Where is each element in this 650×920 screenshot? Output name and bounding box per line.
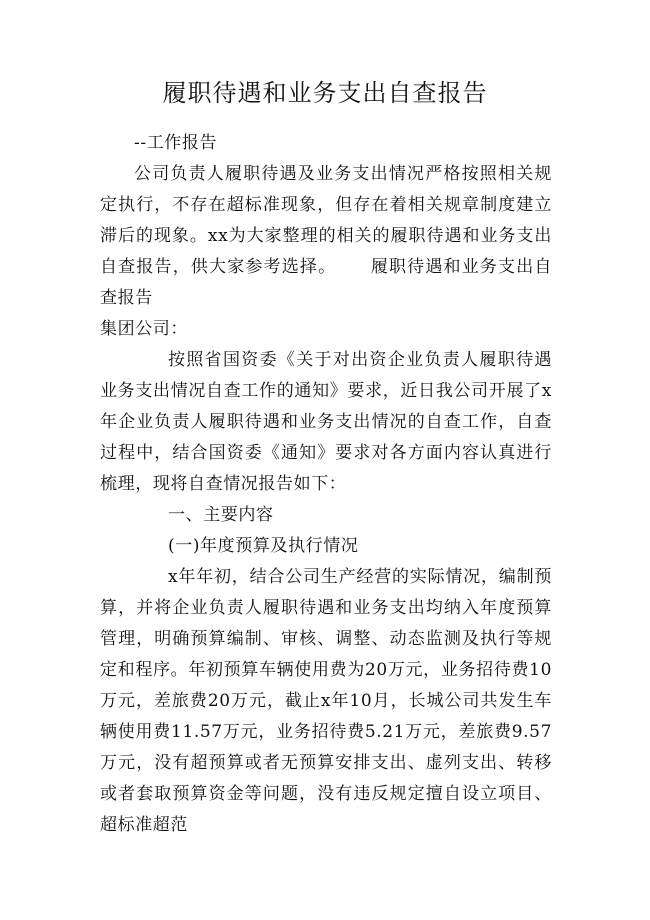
document-subtitle: --工作报告 — [134, 133, 218, 153]
salutation: 集团公司： — [100, 319, 188, 339]
intro-paragraph — [100, 159, 552, 314]
document-title: 履职待遇和业务支出自查报告 — [162, 79, 488, 107]
paragraph-notice: 按照省国资委《关于对出资企业负责人履职待遇业务支出情况自查工作的通知》要求，近日我公司开展了x年企业负责人履职待遇和业务支出情况的自查工作，自查过程中，结合国资委《通知》要求对各方面内容认真进行梳理，现将自查情况报告如下： — [100, 350, 552, 494]
document-body — [100, 128, 552, 841]
embedded-report-title: 履职待遇和业务支出自查报告 — [100, 257, 552, 308]
intro-text: 公司负责人履职待遇及业务支出情况严格按照相关规定执行，不存在超标准现象，但存在着相关规章制度建立滞后的现象。xx为大家整理的相关的履职待遇和业务支出自查报告，供大家参考选择。 — [100, 164, 552, 277]
paragraph-budget-execution: x年年初，结合公司生产经营的实际情况，编制预算，并将企业负责人履职待遇和业务支出均纳入年度预算管理，明确预算编制、审核、调整、动态监测及执行等规定和程序。年初预算车辆使用费为20万元，业务招待费10万元，差旅费20万元，截止x年10月，长城公司共发生车辆使用费11.57万元，业务招待费5.21万元，差旅费9.57万元，没有超预算或者无预算安排支出、虚列支出、转移或者套取预算资金等问题，没有违反规定擅自设立项目、超标准超范 — [100, 567, 552, 835]
section-heading-main-content: 一、主要内容 — [168, 505, 274, 525]
section-heading-budget: (一)年度预算及执行情况 — [168, 536, 359, 556]
